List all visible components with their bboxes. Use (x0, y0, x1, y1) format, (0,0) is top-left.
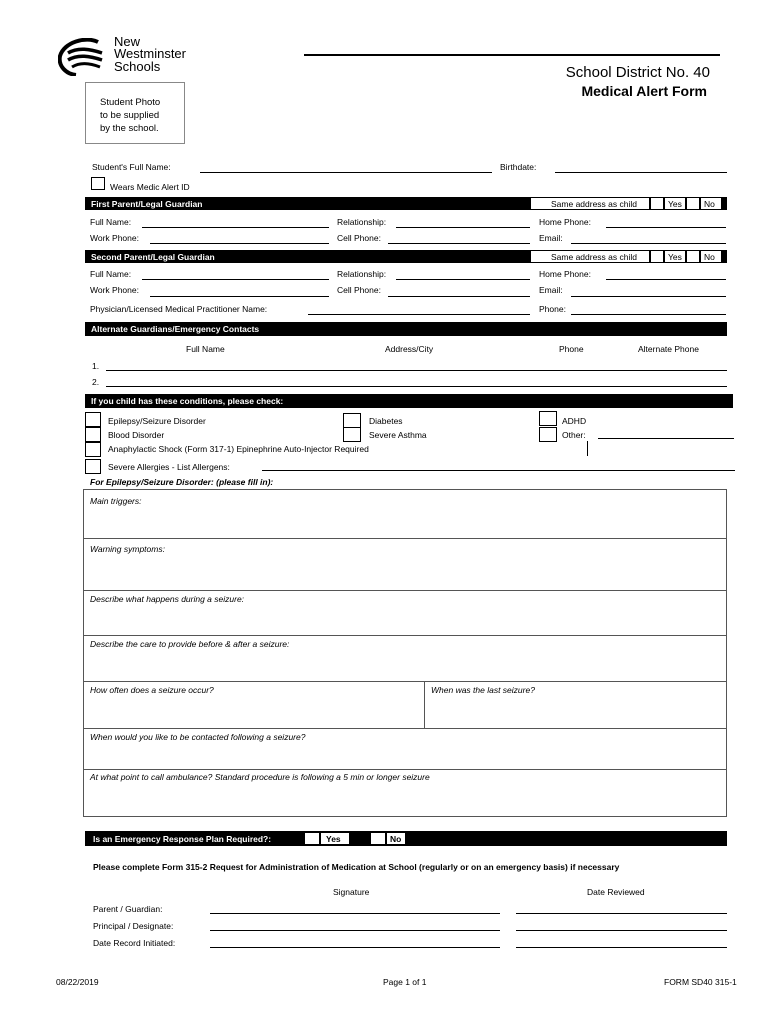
how-often-box[interactable] (83, 681, 425, 729)
guardian1-cell-phone-label: Cell Phone: (337, 233, 381, 243)
guardian1-same-address-label: Same address as child (551, 199, 637, 209)
guardian1-relationship-label: Relationship: (337, 217, 387, 227)
parent-signature-label: Parent / Guardian: (93, 904, 163, 914)
warning-label: Warning symptoms: (90, 544, 165, 554)
principal-signature-field[interactable] (210, 930, 500, 931)
date-reviewed-header: Date Reviewed (587, 887, 645, 897)
header-rule (304, 54, 720, 56)
ambulance-label: At what point to call ambulance? Standard procedure is following a 5 min or longer seizure (90, 772, 430, 782)
footer-form-number: FORM SD40 315-1 (664, 977, 737, 987)
guardian1-no-checkbox[interactable] (686, 197, 700, 210)
blood-disorder-label: Blood Disorder (108, 430, 165, 440)
logo-mark-icon (58, 38, 106, 76)
guardian1-same-address-box (530, 197, 650, 210)
anaphylactic-checkbox[interactable] (85, 442, 101, 457)
guardian1-name-label: Full Name: (90, 217, 132, 227)
contacts-row-2-field[interactable] (106, 386, 727, 387)
describe-label: Describe what happens during a seizure: (90, 594, 245, 604)
guardian2-home-phone-field[interactable] (606, 279, 726, 280)
conditions-title: If you child has these conditions, please check: (91, 396, 284, 406)
last-seizure-label: When was the last seizure? (431, 685, 535, 695)
blood-disorder-checkbox[interactable] (85, 427, 101, 442)
allergies-label: Severe Allergies - List Allergens: (108, 462, 230, 472)
guardian2-email-field[interactable] (571, 296, 726, 297)
physician-name-label: Physician/Licensed Medical Practitioner Name: (90, 304, 268, 314)
guardian1-work-phone-label: Work Phone: (90, 233, 139, 243)
conditions-divider (587, 441, 588, 456)
date-initiated-label: Date Record Initiated: (93, 938, 176, 948)
guardian2-work-phone-label: Work Phone: (90, 285, 139, 295)
guardian2-email-label: Email: (539, 285, 563, 295)
anaphylactic-label: Anaphylactic Shock (Form 317-1) Epinephrine Auto-Injector Required (108, 444, 369, 454)
adhd-label: ADHD (562, 416, 587, 426)
guardian1-email-field[interactable] (571, 243, 726, 244)
ambulance-box[interactable] (83, 769, 727, 817)
logo-text-line2: Westminster (114, 46, 186, 61)
severe-asthma-label: Severe Asthma (369, 430, 427, 440)
contacts-col-alt-phone: Alternate Phone (638, 344, 699, 354)
other-checkbox[interactable] (539, 427, 557, 442)
medication-note: Please complete Form 315-2 Request for Administration of Medication at School (regularly or on an emergency basis) if necessary (93, 862, 620, 872)
guardian1-cell-phone-field[interactable] (388, 243, 530, 244)
student-name-field[interactable] (200, 172, 492, 173)
guardian2-same-address-box (530, 250, 650, 263)
guardian2-no-checkbox[interactable] (686, 250, 700, 263)
diabetes-checkbox[interactable] (343, 413, 361, 428)
birthdate-field[interactable] (555, 172, 727, 173)
guardian2-name-label: Full Name: (90, 269, 132, 279)
contacts-col-name: Full Name (186, 344, 225, 354)
guardian1-no-label: No (700, 197, 722, 210)
erp-no-label: No (386, 832, 406, 845)
describe-box[interactable] (83, 590, 727, 636)
contacts-col-address: Address/City (385, 344, 434, 354)
contacted-label: When would you like to be contacted following a seizure? (90, 732, 306, 742)
guardian2-relationship-field[interactable] (396, 279, 530, 280)
date-initiated-signature-field[interactable] (210, 947, 500, 948)
student-photo-box (85, 82, 185, 144)
triggers-label: Main triggers: (90, 496, 142, 506)
guardian2-yes-checkbox[interactable] (650, 250, 664, 263)
epilepsy-checkbox[interactable] (85, 412, 101, 427)
severe-asthma-checkbox[interactable] (343, 427, 361, 442)
birthdate-label: Birthdate: (500, 162, 537, 172)
seizure-heading: For Epilepsy/Seizure Disorder: (please fill in): (90, 477, 274, 487)
diabetes-label: Diabetes (369, 416, 403, 426)
guardian1-yes-label: Yes (664, 197, 686, 210)
triggers-box[interactable] (83, 489, 727, 539)
photo-text-2: to be supplied (100, 110, 160, 121)
guardian2-title: Second Parent/Legal Guardian (91, 252, 215, 262)
parent-signature-field[interactable] (210, 913, 500, 914)
district-title: School District No. 40 (565, 64, 710, 81)
other-field[interactable] (598, 438, 734, 439)
how-often-label: How often does a seizure occur? (90, 685, 214, 695)
guardian1-yes-checkbox[interactable] (650, 197, 664, 210)
guardian2-no-label: No (700, 250, 722, 263)
physician-phone-label: Phone: (539, 304, 566, 314)
conditions-header (85, 394, 733, 408)
medic-alert-checkbox[interactable] (91, 177, 105, 190)
photo-text-1: Student Photo (100, 97, 161, 108)
guardian2-home-phone-label: Home Phone: (539, 269, 591, 279)
guardian2-cell-phone-field[interactable] (388, 296, 530, 297)
erp-yes-checkbox[interactable] (304, 832, 320, 845)
date-initiated-date-field[interactable] (516, 947, 727, 948)
guardian2-cell-phone-label: Cell Phone: (337, 285, 381, 295)
principal-date-field[interactable] (516, 930, 727, 931)
allergies-checkbox[interactable] (85, 459, 101, 474)
student-name-label: Student's Full Name: (92, 162, 171, 172)
last-seizure-box[interactable] (424, 681, 727, 729)
contacts-row-1-number: 1. (92, 361, 100, 371)
contacted-box[interactable] (83, 728, 727, 770)
other-label: Other: (562, 430, 586, 440)
erp-yes-label: Yes (320, 832, 350, 845)
logo-text-line3: Schools (114, 59, 161, 74)
guardian2-yes-label: Yes (664, 250, 686, 263)
care-label: Describe the care to provide before & after a seizure: (90, 639, 290, 649)
contacts-header (85, 322, 727, 336)
guardian1-home-phone-field[interactable] (606, 227, 726, 228)
contacts-col-phone: Phone (559, 344, 584, 354)
guardian1-work-phone-field[interactable] (150, 243, 329, 244)
guardian1-home-phone-label: Home Phone: (539, 217, 591, 227)
parent-date-field[interactable] (516, 913, 727, 914)
adhd-checkbox[interactable] (539, 411, 557, 426)
warning-box[interactable] (83, 538, 727, 591)
medic-alert-label: Wears Medic Alert ID (110, 182, 190, 192)
footer-page: Page 1 of 1 (383, 977, 427, 987)
erp-no-checkbox[interactable] (370, 832, 386, 845)
contacts-title: Alternate Guardians/Emergency Contacts (91, 324, 260, 334)
guardian2-work-phone-field[interactable] (150, 296, 329, 297)
allergies-field[interactable] (262, 470, 735, 471)
guardian1-title: First Parent/Legal Guardian (91, 199, 203, 209)
epilepsy-label: Epilepsy/Seizure Disorder (108, 416, 206, 426)
photo-text-3: by the school. (100, 123, 159, 134)
logo-text-line1: New (114, 34, 141, 49)
care-box[interactable] (83, 635, 727, 682)
guardian2-relationship-label: Relationship: (337, 269, 387, 279)
form-title: Medical Alert Form (581, 83, 707, 99)
guardian2-same-address-label: Same address as child (551, 252, 637, 262)
signature-header: Signature (333, 887, 370, 897)
guardian1-email-label: Email: (539, 233, 563, 243)
physician-phone-field[interactable] (571, 314, 726, 315)
erp-label: Is an Emergency Response Plan Required?: (93, 834, 272, 844)
footer-date: 08/22/2019 (56, 977, 99, 987)
physician-name-field[interactable] (308, 314, 530, 315)
erp-bar (85, 831, 727, 846)
guardian1-relationship-field[interactable] (396, 227, 530, 228)
contacts-row-1-field[interactable] (106, 370, 727, 371)
principal-signature-label: Principal / Designate: (93, 921, 174, 931)
guardian2-name-field[interactable] (142, 279, 329, 280)
guardian1-name-field[interactable] (142, 227, 329, 228)
contacts-row-2-number: 2. (92, 377, 100, 387)
